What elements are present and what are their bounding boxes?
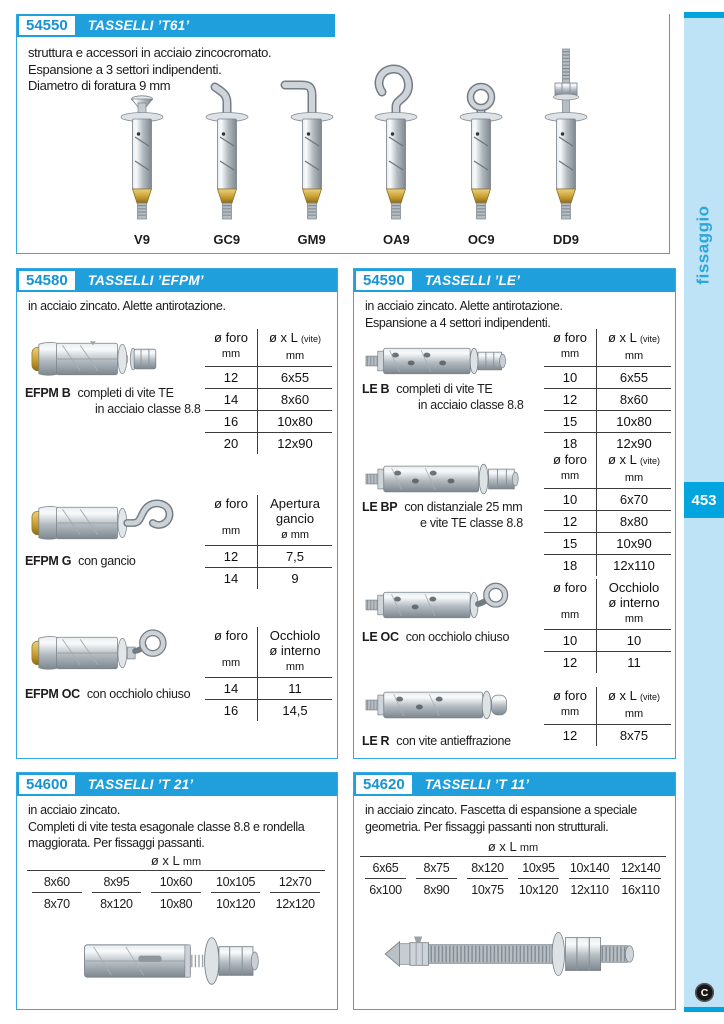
cell: 10x80 bbox=[616, 414, 652, 429]
col-unit: mm bbox=[221, 348, 241, 360]
table-row bbox=[544, 366, 671, 388]
table-row bbox=[205, 567, 332, 589]
spec-table-le-oc bbox=[544, 579, 671, 673]
product-v9 bbox=[102, 89, 182, 247]
item-caption-le-oc bbox=[362, 629, 558, 645]
item-text: in acciaio classe 8.8 bbox=[418, 398, 524, 412]
table-row bbox=[544, 554, 671, 576]
table-row bbox=[544, 488, 671, 510]
table-row bbox=[544, 410, 671, 432]
item-caption-le-b bbox=[362, 381, 548, 413]
col-header: Occhiolo bbox=[269, 628, 321, 643]
cell: 8x95 bbox=[92, 871, 142, 893]
section-description bbox=[365, 802, 637, 835]
section-le bbox=[353, 268, 676, 759]
spec-table-le-b bbox=[544, 329, 671, 454]
section-header-efpm bbox=[17, 269, 337, 292]
cell: 10x140 bbox=[569, 857, 610, 879]
product-label: OC9 bbox=[467, 232, 495, 247]
table-title-unit: mm bbox=[519, 842, 539, 854]
description-line: Completi di vite testa esagonale classe 8.8 e rondella bbox=[28, 819, 305, 834]
cell: 18 bbox=[544, 555, 597, 576]
col-unit: mm bbox=[285, 661, 305, 673]
description-line: geometria. Per fissaggi passanti non strutturali. bbox=[365, 819, 609, 834]
cell: 10x120 bbox=[215, 897, 256, 911]
cell: 10 bbox=[544, 630, 597, 651]
section-title: TASSELLI ’T61’ bbox=[87, 18, 190, 33]
table-row bbox=[360, 879, 666, 900]
cell: 8x60 bbox=[280, 392, 310, 407]
description-line: struttura e accessori in acciaio zincocromato. bbox=[28, 45, 272, 60]
table-row bbox=[205, 699, 332, 721]
cell: 8x80 bbox=[619, 514, 649, 529]
col-unit: mm bbox=[624, 472, 644, 484]
table-row bbox=[544, 388, 671, 410]
cell: 8x120 bbox=[467, 857, 508, 879]
description-line: maggiorata. Per fissaggi passanti. bbox=[28, 836, 205, 850]
cell: 12x90 bbox=[277, 436, 313, 451]
cell: 12 bbox=[544, 652, 597, 673]
product-code: 54600 bbox=[19, 775, 75, 794]
table-row bbox=[205, 677, 332, 699]
anchor-photo-v9 bbox=[102, 89, 182, 231]
side-tab-top-stripe bbox=[684, 12, 724, 18]
item-caption-efpm-oc bbox=[25, 686, 221, 702]
table-row bbox=[27, 893, 325, 914]
col-unit: mm bbox=[285, 350, 305, 362]
section-t21 bbox=[16, 772, 338, 1010]
section-t61 bbox=[16, 14, 670, 254]
cell: 12x110 bbox=[570, 883, 609, 897]
spec-table-efpm-b bbox=[205, 329, 332, 454]
spec-table-efpm-g bbox=[205, 495, 332, 589]
product-code: 54580 bbox=[19, 271, 75, 290]
col-header: ø x L bbox=[607, 688, 637, 703]
col-header: ø foro bbox=[553, 452, 587, 467]
col-unit: mm bbox=[221, 657, 241, 669]
brand-logo-icon: C bbox=[695, 983, 714, 1002]
cell: 10x90 bbox=[616, 536, 652, 551]
cell: 12 bbox=[205, 546, 258, 567]
cell: 8x120 bbox=[100, 897, 133, 911]
cell: 6x55 bbox=[280, 370, 310, 385]
section-title: TASSELLI ’T 11’ bbox=[424, 777, 530, 792]
table-header bbox=[544, 687, 671, 724]
cell: 10x60 bbox=[151, 871, 201, 893]
cell: 12x110 bbox=[613, 558, 655, 573]
cell: 14 bbox=[205, 389, 258, 410]
spec-table-le-bp bbox=[544, 451, 671, 576]
cell: 10x80 bbox=[277, 414, 313, 429]
description-line: Espansione a 3 settori indipendenti. bbox=[28, 61, 222, 77]
col-unit: mm bbox=[624, 350, 644, 362]
anchor-photo-gc9 bbox=[187, 79, 267, 231]
item-caption-le-bp bbox=[362, 499, 548, 531]
col-unit: mm bbox=[624, 613, 644, 625]
section-header-t61 bbox=[17, 14, 335, 37]
section-header-le bbox=[354, 269, 675, 292]
table-title-unit: mm bbox=[182, 856, 202, 868]
cell: 10 bbox=[544, 367, 597, 388]
section-title: TASSELLI ’EFPM’ bbox=[87, 273, 204, 288]
anchor-photo-t21 bbox=[72, 919, 287, 1003]
cell: 14 bbox=[205, 568, 258, 589]
cell: 6x100 bbox=[369, 883, 402, 897]
item-name: LE OC bbox=[362, 630, 399, 644]
section-header-t21 bbox=[17, 773, 337, 796]
table-header bbox=[205, 329, 332, 366]
cell: 7,5 bbox=[285, 549, 305, 564]
cell: 8x60 bbox=[619, 392, 649, 407]
table-header bbox=[544, 451, 671, 488]
item-name: EFPM G bbox=[25, 554, 72, 568]
product-gm9 bbox=[272, 73, 352, 247]
item-text: e vite TE classe 8.8 bbox=[420, 516, 523, 530]
item-text: con gancio bbox=[78, 554, 136, 568]
table-row bbox=[205, 366, 332, 388]
anchor-photo-efpm-g bbox=[29, 491, 201, 555]
cell: 18 bbox=[544, 433, 597, 454]
table-header bbox=[205, 495, 332, 545]
section-title: TASSELLI ’LE’ bbox=[424, 273, 521, 288]
cell: 10 bbox=[626, 633, 642, 648]
table-row bbox=[205, 545, 332, 567]
product-gallery bbox=[102, 52, 606, 247]
cell: 10x75 bbox=[471, 883, 504, 897]
cell: 10 bbox=[544, 489, 597, 510]
table-row bbox=[205, 410, 332, 432]
col-header: ø foro bbox=[214, 496, 248, 511]
product-label: OA9 bbox=[383, 232, 410, 247]
item-text: completi di vite TE bbox=[77, 386, 174, 400]
cell: 15 bbox=[544, 533, 597, 554]
table-row bbox=[205, 432, 332, 454]
sidebar-category-label bbox=[684, 165, 724, 325]
anchor-photo-efpm-b bbox=[29, 327, 201, 391]
col-header: Occhiolo bbox=[608, 580, 660, 595]
table-row bbox=[544, 651, 671, 673]
table-title bbox=[27, 853, 325, 871]
col-header: ø x L bbox=[607, 330, 637, 345]
product-oa9 bbox=[356, 59, 436, 247]
product-oc9 bbox=[441, 79, 521, 247]
table-header bbox=[205, 627, 332, 677]
item-text: con vite antieffrazione bbox=[396, 734, 511, 748]
cell: 14 bbox=[205, 678, 258, 699]
col-header: ø x L bbox=[607, 452, 637, 467]
cell: 8x90 bbox=[423, 883, 450, 897]
cell: 8x75 bbox=[619, 728, 649, 743]
item-caption-le-r bbox=[362, 733, 562, 749]
table-row bbox=[27, 871, 325, 893]
col-header: ø foro bbox=[214, 330, 248, 345]
col-header-small: (vite) bbox=[640, 334, 661, 344]
product-code: 54620 bbox=[356, 775, 412, 794]
cell: 12x70 bbox=[270, 871, 320, 893]
spec-table-efpm-oc bbox=[205, 627, 332, 721]
cell: 6x65 bbox=[365, 857, 406, 879]
cell: 10x95 bbox=[518, 857, 559, 879]
table-row bbox=[544, 510, 671, 532]
cell: 10x105 bbox=[211, 871, 261, 893]
table-header bbox=[544, 329, 671, 366]
item-name: EFPM B bbox=[25, 386, 71, 400]
spec-table-le-r bbox=[544, 687, 671, 746]
col-unit: mm bbox=[221, 525, 241, 537]
size-table-t21 bbox=[27, 853, 325, 914]
cell: 20 bbox=[205, 433, 258, 454]
cell: 10x80 bbox=[159, 897, 193, 911]
cell: 14,5 bbox=[282, 703, 308, 718]
section-title: TASSELLI ’T 21’ bbox=[87, 777, 194, 792]
size-table-t11 bbox=[360, 839, 666, 900]
item-name: LE BP bbox=[362, 500, 398, 514]
col-header: ø interno bbox=[269, 643, 321, 658]
col-header: ø foro bbox=[553, 330, 587, 345]
table-title-text: ø x L bbox=[150, 853, 180, 868]
anchor-photo-dd9 bbox=[526, 43, 606, 231]
col-header: ø foro bbox=[553, 688, 587, 703]
col-unit: mm bbox=[560, 706, 580, 718]
anchor-photo-efpm-oc bbox=[29, 621, 201, 683]
product-code: 54550 bbox=[19, 16, 75, 35]
table-row bbox=[544, 724, 671, 746]
cell: 12 bbox=[544, 389, 597, 410]
section-header-t11 bbox=[354, 773, 675, 796]
table-row bbox=[544, 532, 671, 554]
anchor-photo-oa9 bbox=[356, 59, 436, 231]
description-line: in acciaio zincato. Fascetta di espansione a speciale bbox=[365, 803, 637, 817]
anchor-photo-le-oc bbox=[364, 577, 536, 631]
item-caption-efpm-g bbox=[25, 553, 211, 569]
product-label: GM9 bbox=[297, 232, 326, 247]
item-text: completi di vite TE bbox=[396, 382, 493, 396]
cell: 12 bbox=[205, 367, 258, 388]
description-line: in acciaio zincato. Alette antirotazione. bbox=[28, 299, 226, 313]
cell: 16 bbox=[205, 700, 258, 721]
col-header-small: (vite) bbox=[640, 456, 661, 466]
anchor-photo-oc9 bbox=[441, 79, 521, 231]
description-line: in acciaio zincato. bbox=[28, 803, 121, 817]
col-unit: mm bbox=[560, 348, 580, 360]
section-description bbox=[365, 298, 563, 331]
cell: 8x75 bbox=[416, 857, 457, 879]
cell: 16 bbox=[205, 411, 258, 432]
section-t11 bbox=[353, 772, 676, 1010]
anchor-photo-gm9 bbox=[272, 73, 352, 231]
col-header-small: (vite) bbox=[640, 692, 661, 702]
col-header: Apertura bbox=[270, 496, 320, 511]
item-name: LE R bbox=[362, 734, 390, 748]
item-text: con distanziale 25 mm bbox=[404, 500, 523, 514]
product-gc9 bbox=[187, 79, 267, 247]
col-header: ø foro bbox=[553, 580, 587, 595]
cell: 12x140 bbox=[620, 857, 661, 879]
table-title-text: ø x L bbox=[487, 839, 517, 854]
cell: 15 bbox=[544, 411, 597, 432]
table-title bbox=[360, 839, 666, 857]
product-code: 54590 bbox=[356, 271, 412, 290]
cell: 12 bbox=[544, 511, 597, 532]
item-text: in acciaio classe 8.8 bbox=[95, 402, 201, 416]
col-header: ø interno bbox=[608, 595, 660, 610]
cell: 11 bbox=[627, 655, 641, 670]
table-header bbox=[544, 579, 671, 629]
section-efpm bbox=[16, 268, 338, 759]
item-text: con occhiolo chiuso bbox=[405, 630, 510, 644]
description-line: Espansione a 4 settori indipendenti. bbox=[365, 315, 551, 330]
product-label: DD9 bbox=[552, 232, 579, 247]
item-name: LE B bbox=[362, 382, 390, 396]
cell: 16x110 bbox=[621, 883, 660, 897]
cell: 9 bbox=[291, 571, 299, 586]
page-number-badge: 453 bbox=[684, 482, 724, 518]
side-tab-bottom-stripe bbox=[684, 1007, 724, 1012]
cell: 8x60 bbox=[32, 871, 82, 893]
col-header-small: (vite) bbox=[301, 334, 322, 344]
section-description bbox=[28, 298, 226, 315]
anchor-photo-le-r bbox=[364, 679, 544, 731]
col-header: ø x L bbox=[268, 330, 298, 345]
description-line: Diametro di foratura 9 mm bbox=[28, 78, 171, 93]
product-label: GC9 bbox=[213, 232, 241, 247]
cell: 12x120 bbox=[275, 897, 315, 911]
col-unit: mm bbox=[560, 609, 580, 621]
col-header: ø foro bbox=[214, 628, 248, 643]
item-text: con occhiolo chiuso bbox=[86, 687, 191, 701]
sidebar-category-text: fissaggio bbox=[694, 205, 713, 285]
cell: 12 bbox=[544, 725, 597, 746]
cell: 8x70 bbox=[43, 897, 70, 911]
cell: 12x90 bbox=[616, 436, 652, 451]
cell: 10x120 bbox=[518, 883, 559, 897]
table-row bbox=[360, 857, 666, 879]
cell: 6x70 bbox=[619, 492, 649, 507]
cell: 11 bbox=[288, 681, 302, 696]
item-caption-efpm-b bbox=[25, 385, 211, 417]
col-unit: ø mm bbox=[280, 529, 310, 541]
description-line: in acciaio zincato. Alette antirotazione. bbox=[365, 299, 563, 313]
cell: 6x55 bbox=[619, 370, 649, 385]
col-header: gancio bbox=[275, 511, 315, 526]
section-description bbox=[28, 802, 304, 852]
anchor-photo-t11 bbox=[379, 915, 647, 993]
col-unit: mm bbox=[560, 470, 580, 482]
product-label: V9 bbox=[134, 232, 150, 247]
item-name: EFPM OC bbox=[25, 687, 80, 701]
table-row bbox=[544, 629, 671, 651]
col-unit: mm bbox=[624, 708, 644, 720]
product-dd9 bbox=[526, 43, 606, 247]
table-row bbox=[205, 388, 332, 410]
